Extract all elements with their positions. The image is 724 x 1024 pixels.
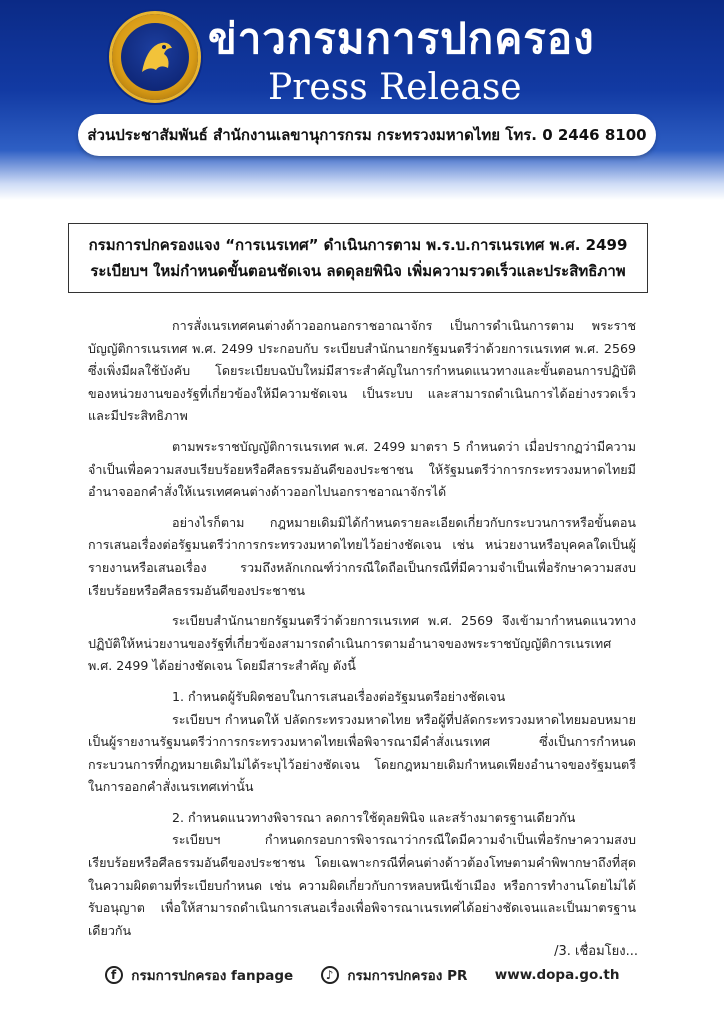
- website-link[interactable]: www.dopa.go.th: [494, 967, 620, 983]
- press-release-header: [0, 0, 724, 200]
- facebook-page-link[interactable]: กรมการปกครอง fanpage: [131, 968, 294, 984]
- section-2-body: ระเบียบฯ กำหนดกรอบการพิจารณาว่ากรณีใดมีความจำเป็นเพื่อรักษาความสงบเรียบร้อยหรือศีลธรรมอันดีของประชาชน โดยเฉพาะกรณีที่คนต่างด้าวต้องโทษตามคำพิพากษาถึงที่สุดในความผิดตามที่ระเบียบกำหนด เช่น ความผิดเกี่ยวกับการหลบหนีเข้าเมือง หรือการทำงานโดยไม่ได้รับอนุญาต เพื่อให้สามารถดำเนินการเสนอเรื่องเพื่อพิจารณาเนรเทศได้อย่างชัดเจนและเป็นมาตรฐานเดียวกัน: [88, 832, 636, 938]
- headline-line-2: ระเบียบฯ ใหม่กำหนดขั้นตอนชัดเจน ลดดุลยพินิจ เพิ่มความรวดเร็วและประสิทธิภาพ: [90, 262, 626, 280]
- paragraph-2: ตามพระราชบัญญัติการเนรเทศ พ.ศ. 2499 มาตรา 5 กำหนดว่า เมื่อปรากฏว่ามีความจำเป็นเพื่อความสงบเรียบร้อยหรือศีลธรรมอันดีของประชาชน ให้รัฐมนตรีว่าการกระทรวงมหาดไทยมีอำนาจออกคำสั่งให้เนรเทศคนต่างด้าวออกไปนอกราชอาณาจักรได้: [88, 438, 636, 500]
- headline-box: [68, 223, 648, 293]
- paragraph-3: อย่างไรก็ตาม กฎหมายเดิมมิได้กำหนดรายละเอียดเกี่ยวกับกระบวนการหรือขั้นตอนการเสนอเรื่องต่อรัฐมนตรีว่าการกระทรวงมหาดไทยไว้อย่างชัดเจน เช่น หน่วยงานหรือบุคคลใดเป็นผู้รายงานหรือเสนอเรื่อง รวมถึงหลักเกณฑ์ว่ากรณีใดถือเป็นกรณีที่มีความจำเป็นเพื่อรักษาความสงบเรียบร้อยหรือศีลธรรมอันดีของประชาชน: [88, 514, 636, 598]
- section-2-heading: 2. กำหนดแนวทางพิจารณา ลดการใช้ดุลยพินิจ และสร้างมาตรฐานเดียวกัน: [172, 809, 576, 825]
- tiktok-icon: ♪: [321, 966, 339, 984]
- contact-bar: [78, 114, 656, 156]
- continued-marker: /3. เชื่อมโยง...: [554, 944, 638, 959]
- section-1-body: ระเบียบฯ กำหนดให้ ปลัดกระทรวงมหาดไทย หรือผู้ที่ปลัดกระทรวงมหาดไทยมอบหมายเป็นผู้รายงานรัฐมนตรีว่าการกระทรวงมหาดไทยเพื่อพิจารณามีคำสั่งเนรเทศ ซึ่งเป็นการกำหนดกระบวนการที่กฎหมายเดิมไม่ได้ระบุไว้อย่างชัดเจน โดยกฎหมายเดิมกำหนดเพียงอำนาจของรัฐมนตรีในการออกคำสั่งเนรเทศเท่านั้น: [88, 711, 636, 795]
- tiktok-page-link[interactable]: กรมการปกครอง PR: [347, 968, 468, 984]
- contact-text: ส่วนประชาสัมพันธ์ สำนักงานเลขานุการกรม กระทรวงมหาดไทย โทร. 0 2446 8100: [87, 126, 647, 144]
- seal-emblem-icon: [112, 14, 198, 100]
- paragraph-4: ระเบียบสำนักนายกรัฐมนตรีว่าด้วยการเนรเทศ พ.ศ. 2569 จึงเข้ามากำหนดแนวทางปฏิบัติให้หน่วยงานของรัฐที่เกี่ยวข้องสามารถดำเนินการตามอำนาจของพระราชบัญญัติการเนรเทศ พ.ศ. 2499 ได้อย่างชัดเจน โดยมีสาระสำคัญ ดังนี้: [88, 613, 636, 674]
- header-title-thai: ข่าวกรมการปกครอง: [208, 14, 595, 63]
- paragraph-1: การสั่งเนรเทศคนต่างด้าวออกนอกราชอาณาจักร เป็นการดำเนินการตาม พระราชบัญญัติการเนรเทศ พ.ศ. 2499 ประกอบกับ ระเบียบสำนักนายกรัฐมนตรีว่าด้วยการเนรเทศ พ.ศ. 2569 ซึ่งเพิ่งมีผลใช้บังคับ โดยระเบียบฉบับใหม่มีสาระสำคัญในการกำหนดแนวทางและขั้นตอนการปฏิบัติของหน่วยงานของรัฐที่เกี่ยวข้องให้มีความชัดเจน เป็นระบบ และสามารถดำเนินการได้อย่างรวดเร็วและมีประสิทธิภาพ: [88, 318, 636, 424]
- headline-line-1: กรมการปกครองแจง “การเนรเทศ” ดำเนินการตาม พ.ร.บ.การเนรเทศ พ.ศ. 2499: [88, 236, 628, 254]
- department-seal-logo: [112, 14, 198, 100]
- footer-social-bar: [0, 964, 724, 990]
- section-1-heading: 1. กำหนดผู้รับผิดชอบในการเสนอเรื่องต่อรัฐมนตรีอย่างชัดเจน: [172, 688, 506, 704]
- article-body: [88, 315, 636, 942]
- header-title-english: Press Release: [268, 67, 522, 108]
- facebook-icon: f: [105, 966, 123, 984]
